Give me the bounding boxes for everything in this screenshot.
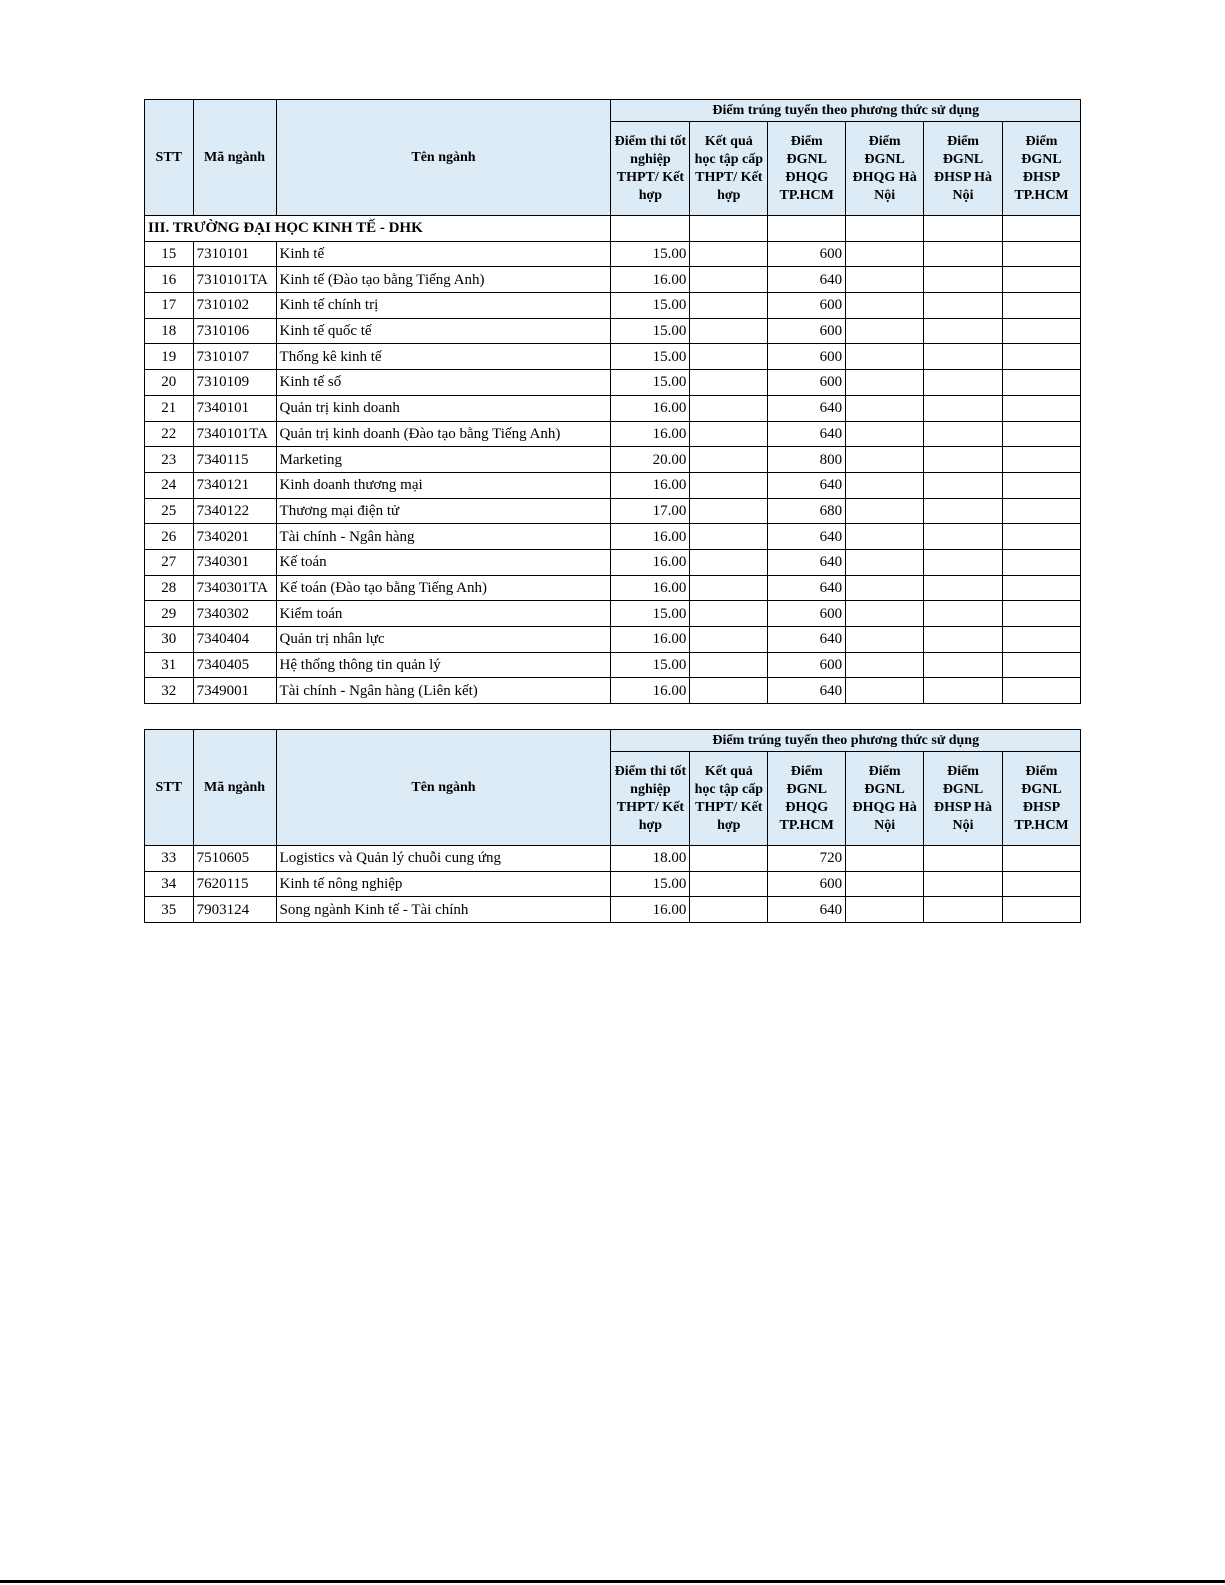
cell-dhsp-hcm xyxy=(1003,678,1081,704)
cell-thpt: 17.00 xyxy=(611,498,690,524)
cell-stt: 35 xyxy=(145,897,194,923)
admission-score-table-1 xyxy=(144,99,1081,704)
cell-ten-nganh: Quản trị nhân lực xyxy=(276,627,611,653)
cell-ma-nganh: 7340122 xyxy=(193,498,276,524)
cell-ma-nganh: 7340101 xyxy=(193,395,276,421)
cell-hoc-ba xyxy=(690,498,768,524)
cell-stt: 32 xyxy=(145,678,194,704)
table-row xyxy=(145,267,1081,293)
cell-ma-nganh: 7340115 xyxy=(193,447,276,473)
table-row xyxy=(145,447,1081,473)
cell-dhsp-hn xyxy=(924,652,1003,678)
cell-hoc-ba xyxy=(690,601,768,627)
cell-dhsp-hcm xyxy=(1003,395,1081,421)
cell-thpt: 15.00 xyxy=(611,871,690,897)
table-row xyxy=(145,241,1081,267)
cell-ten-nganh: Quản trị kinh doanh (Đào tạo bằng Tiếng Anh) xyxy=(276,421,611,447)
cell-ma-nganh: 7340405 xyxy=(193,652,276,678)
cell-stt: 17 xyxy=(145,293,194,319)
cell-stt: 31 xyxy=(145,652,194,678)
cell-dgnl-hn xyxy=(846,447,924,473)
cell-hoc-ba xyxy=(690,293,768,319)
cell-dhsp-hn xyxy=(924,549,1003,575)
cell-dhsp-hcm xyxy=(1003,421,1081,447)
cell-dhsp-hcm xyxy=(1003,601,1081,627)
cell-dhsp-hcm xyxy=(1003,627,1081,653)
cell-dhsp-hcm xyxy=(1003,846,1081,872)
cell-hoc-ba xyxy=(690,524,768,550)
cell-dgnl-hn xyxy=(846,575,924,601)
cell-ten-nganh: Marketing xyxy=(276,447,611,473)
table-row xyxy=(145,652,1081,678)
cell-thpt: 16.00 xyxy=(611,627,690,653)
cell-dgnl-hn xyxy=(846,846,924,872)
cell-dhsp-hn xyxy=(924,601,1003,627)
cell-hoc-ba xyxy=(690,871,768,897)
cell-thpt: 15.00 xyxy=(611,652,690,678)
cell-hoc-ba xyxy=(690,318,768,344)
cell-dhsp-hcm xyxy=(1003,241,1081,267)
cell-thpt: 15.00 xyxy=(611,318,690,344)
cell-dgnl-hcm: 640 xyxy=(768,472,846,498)
cell-hoc-ba xyxy=(690,344,768,370)
cell-dgnl-hcm: 640 xyxy=(768,897,846,923)
cell-dhsp-hcm xyxy=(1003,871,1081,897)
cell-ten-nganh: Kinh tế xyxy=(276,241,611,267)
cell-dhsp-hcm xyxy=(1003,897,1081,923)
cell-dgnl-hn xyxy=(846,524,924,550)
cell-hoc-ba xyxy=(690,472,768,498)
cell-dgnl-hcm: 640 xyxy=(768,575,846,601)
cell-dhsp-hn xyxy=(924,897,1003,923)
header-ten-nganh: Tên ngành xyxy=(276,100,611,216)
cell-stt: 30 xyxy=(145,627,194,653)
table-row xyxy=(145,524,1081,550)
cell-ma-nganh: 7310107 xyxy=(193,344,276,370)
table-row xyxy=(145,395,1081,421)
header-stt: STT xyxy=(145,730,194,846)
cell-dhsp-hcm xyxy=(1003,293,1081,319)
cell-stt: 29 xyxy=(145,601,194,627)
cell-dgnl-hn xyxy=(846,293,924,319)
header-ma-nganh: Mã ngành xyxy=(193,730,276,846)
cell-dhsp-hcm xyxy=(1003,344,1081,370)
header-dhsp-hcm: Điểm ĐGNL ĐHSP TP.HCM xyxy=(1003,122,1081,216)
table-row xyxy=(145,318,1081,344)
cell-dgnl-hcm: 640 xyxy=(768,421,846,447)
cell-stt: 22 xyxy=(145,421,194,447)
header-dgnl-hcm: Điểm ĐGNL ĐHQG TP.HCM xyxy=(768,752,846,846)
table-row xyxy=(145,627,1081,653)
header-dgnl-hn: Điểm ĐGNL ĐHQG Hà Nội xyxy=(846,752,924,846)
cell-ten-nganh: Kinh tế nông nghiệp xyxy=(276,871,611,897)
cell-thpt: 15.00 xyxy=(611,293,690,319)
cell-dhsp-hn xyxy=(924,370,1003,396)
cell-thpt: 15.00 xyxy=(611,370,690,396)
cell-dgnl-hcm: 600 xyxy=(768,652,846,678)
cell-ma-nganh: 7310106 xyxy=(193,318,276,344)
cell-dhsp-hcm xyxy=(1003,498,1081,524)
cell-ten-nganh: Kinh doanh thương mại xyxy=(276,472,611,498)
table-row xyxy=(145,871,1081,897)
cell-dhsp-hn xyxy=(924,267,1003,293)
cell-thpt: 18.00 xyxy=(611,846,690,872)
cell-ma-nganh: 7340301 xyxy=(193,549,276,575)
cell-dhsp-hn xyxy=(924,293,1003,319)
header-dhsp-hn: Điểm ĐGNL ĐHSP Hà Nội xyxy=(924,752,1003,846)
cell-dhsp-hn xyxy=(924,472,1003,498)
cell-dgnl-hn xyxy=(846,344,924,370)
cell-dgnl-hn xyxy=(846,421,924,447)
table-row xyxy=(145,601,1081,627)
cell-ma-nganh: 7510605 xyxy=(193,846,276,872)
cell-thpt: 15.00 xyxy=(611,601,690,627)
cell-dgnl-hcm: 600 xyxy=(768,871,846,897)
cell-dgnl-hcm: 600 xyxy=(768,241,846,267)
page-bottom-rule xyxy=(0,1580,1225,1583)
cell-ten-nganh: Song ngành Kinh tế - Tài chính xyxy=(276,897,611,923)
cell-stt: 25 xyxy=(145,498,194,524)
cell-dhsp-hn xyxy=(924,871,1003,897)
cell-dgnl-hn xyxy=(846,652,924,678)
cell-ten-nganh: Logistics và Quản lý chuỗi cung ứng xyxy=(276,846,611,872)
cell-thpt: 16.00 xyxy=(611,897,690,923)
header-score-group: Điểm trúng tuyển theo phương thức sử dụng xyxy=(611,730,1081,752)
cell-hoc-ba xyxy=(690,370,768,396)
cell-ma-nganh: 7340404 xyxy=(193,627,276,653)
admission-score-table-2 xyxy=(144,729,1081,923)
table-row xyxy=(145,344,1081,370)
cell-stt: 24 xyxy=(145,472,194,498)
cell-dhsp-hcm xyxy=(1003,652,1081,678)
cell-dgnl-hn xyxy=(846,395,924,421)
cell-thpt: 16.00 xyxy=(611,421,690,447)
cell-hoc-ba xyxy=(690,395,768,421)
table-row xyxy=(145,897,1081,923)
table-row xyxy=(145,421,1081,447)
cell-ten-nganh: Quản trị kinh doanh xyxy=(276,395,611,421)
header-thpt: Điểm thi tốt nghiệp THPT/ Kết hợp xyxy=(611,752,690,846)
cell-stt: 18 xyxy=(145,318,194,344)
cell-dgnl-hcm: 640 xyxy=(768,395,846,421)
cell-ten-nganh: Kế toán (Đào tạo bằng Tiếng Anh) xyxy=(276,575,611,601)
table-row xyxy=(145,846,1081,872)
cell-dhsp-hcm xyxy=(1003,575,1081,601)
cell-hoc-ba xyxy=(690,897,768,923)
cell-dgnl-hcm: 640 xyxy=(768,267,846,293)
cell-ma-nganh: 7310101TA xyxy=(193,267,276,293)
cell-dgnl-hn xyxy=(846,627,924,653)
cell-dhsp-hn xyxy=(924,846,1003,872)
header-dhsp-hn: Điểm ĐGNL ĐHSP Hà Nội xyxy=(924,122,1003,216)
cell-dhsp-hn xyxy=(924,318,1003,344)
cell-dgnl-hcm: 720 xyxy=(768,846,846,872)
cell-dhsp-hn xyxy=(924,421,1003,447)
cell-dgnl-hcm: 600 xyxy=(768,601,846,627)
header-ma-nganh: Mã ngành xyxy=(193,100,276,216)
header-dhsp-hcm: Điểm ĐGNL ĐHSP TP.HCM xyxy=(1003,752,1081,846)
cell-hoc-ba xyxy=(690,678,768,704)
cell-ma-nganh: 7310101 xyxy=(193,241,276,267)
cell-ten-nganh: Kinh tế số xyxy=(276,370,611,396)
cell-thpt: 20.00 xyxy=(611,447,690,473)
cell-dhsp-hcm xyxy=(1003,549,1081,575)
cell-stt: 15 xyxy=(145,241,194,267)
cell-ma-nganh: 7349001 xyxy=(193,678,276,704)
cell-stt: 26 xyxy=(145,524,194,550)
cell-dhsp-hn xyxy=(924,344,1003,370)
cell-dgnl-hn xyxy=(846,678,924,704)
table-row xyxy=(145,498,1081,524)
cell-hoc-ba xyxy=(690,241,768,267)
cell-ma-nganh: 7340101TA xyxy=(193,421,276,447)
cell-dhsp-hcm xyxy=(1003,524,1081,550)
cell-ma-nganh: 7310109 xyxy=(193,370,276,396)
cell-hoc-ba xyxy=(690,652,768,678)
cell-ten-nganh: Kiểm toán xyxy=(276,601,611,627)
cell-dhsp-hcm xyxy=(1003,267,1081,293)
cell-thpt: 15.00 xyxy=(611,344,690,370)
header-ten-nganh: Tên ngành xyxy=(276,730,611,846)
cell-dgnl-hn xyxy=(846,370,924,396)
cell-ma-nganh: 7310102 xyxy=(193,293,276,319)
cell-thpt: 16.00 xyxy=(611,575,690,601)
cell-dgnl-hcm: 600 xyxy=(768,318,846,344)
cell-ten-nganh: Thống kê kinh tế xyxy=(276,344,611,370)
cell-dgnl-hn xyxy=(846,601,924,627)
cell-dhsp-hn xyxy=(924,395,1003,421)
cell-hoc-ba xyxy=(690,447,768,473)
cell-dgnl-hn xyxy=(846,498,924,524)
header-thpt: Điểm thi tốt nghiệp THPT/ Kết hợp xyxy=(611,122,690,216)
cell-ten-nganh: Thương mại điện tử xyxy=(276,498,611,524)
cell-stt: 33 xyxy=(145,846,194,872)
cell-dhsp-hcm xyxy=(1003,370,1081,396)
cell-thpt: 16.00 xyxy=(611,678,690,704)
cell-dhsp-hcm xyxy=(1003,472,1081,498)
cell-dhsp-hn xyxy=(924,498,1003,524)
cell-thpt: 16.00 xyxy=(611,267,690,293)
header-dgnl-hcm: Điểm ĐGNL ĐHQG TP.HCM xyxy=(768,122,846,216)
cell-ten-nganh: Tài chính - Ngân hàng xyxy=(276,524,611,550)
cell-dgnl-hn xyxy=(846,318,924,344)
header-score-group: Điểm trúng tuyển theo phương thức sử dụng xyxy=(611,100,1081,122)
cell-thpt: 16.00 xyxy=(611,524,690,550)
cell-ma-nganh: 7340121 xyxy=(193,472,276,498)
header-stt: STT xyxy=(145,100,194,216)
cell-stt: 19 xyxy=(145,344,194,370)
cell-ma-nganh: 7620115 xyxy=(193,871,276,897)
cell-dgnl-hn xyxy=(846,871,924,897)
cell-dhsp-hcm xyxy=(1003,318,1081,344)
cell-stt: 16 xyxy=(145,267,194,293)
cell-dhsp-hn xyxy=(924,447,1003,473)
cell-stt: 20 xyxy=(145,370,194,396)
cell-dgnl-hn xyxy=(846,897,924,923)
cell-thpt: 16.00 xyxy=(611,395,690,421)
cell-dhsp-hn xyxy=(924,241,1003,267)
cell-ten-nganh: Hệ thống thông tin quản lý xyxy=(276,652,611,678)
cell-thpt: 16.00 xyxy=(611,472,690,498)
section-title: III. TRƯỜNG ĐẠI HỌC KINH TẾ - DHK xyxy=(145,216,611,242)
cell-dgnl-hn xyxy=(846,549,924,575)
cell-dhsp-hcm xyxy=(1003,447,1081,473)
cell-ten-nganh: Kinh tế quốc tế xyxy=(276,318,611,344)
table-row xyxy=(145,549,1081,575)
cell-dgnl-hcm: 640 xyxy=(768,678,846,704)
cell-hoc-ba xyxy=(690,627,768,653)
cell-dgnl-hcm: 640 xyxy=(768,627,846,653)
cell-dgnl-hn xyxy=(846,472,924,498)
header-hoc-ba: Kết quả học tập cấp THPT/ Kết hợp xyxy=(690,752,768,846)
cell-dgnl-hcm: 680 xyxy=(768,498,846,524)
table-row xyxy=(145,472,1081,498)
cell-stt: 27 xyxy=(145,549,194,575)
cell-dgnl-hcm: 600 xyxy=(768,293,846,319)
cell-ten-nganh: Tài chính - Ngân hàng (Liên kết) xyxy=(276,678,611,704)
cell-dhsp-hn xyxy=(924,678,1003,704)
cell-hoc-ba xyxy=(690,421,768,447)
cell-hoc-ba xyxy=(690,267,768,293)
cell-ten-nganh: Kinh tế (Đào tạo bằng Tiếng Anh) xyxy=(276,267,611,293)
cell-dgnl-hn xyxy=(846,241,924,267)
cell-stt: 28 xyxy=(145,575,194,601)
table-row xyxy=(145,678,1081,704)
cell-dgnl-hcm: 640 xyxy=(768,549,846,575)
cell-stt: 23 xyxy=(145,447,194,473)
cell-ma-nganh: 7340201 xyxy=(193,524,276,550)
section-row xyxy=(145,216,1081,242)
cell-dgnl-hcm: 800 xyxy=(768,447,846,473)
cell-stt: 34 xyxy=(145,871,194,897)
cell-hoc-ba xyxy=(690,846,768,872)
table-row xyxy=(145,370,1081,396)
cell-ma-nganh: 7903124 xyxy=(193,897,276,923)
cell-dgnl-hn xyxy=(846,267,924,293)
cell-hoc-ba xyxy=(690,549,768,575)
cell-ma-nganh: 7340301TA xyxy=(193,575,276,601)
cell-dgnl-hcm: 600 xyxy=(768,370,846,396)
cell-dgnl-hcm: 600 xyxy=(768,344,846,370)
cell-thpt: 15.00 xyxy=(611,241,690,267)
cell-ma-nganh: 7340302 xyxy=(193,601,276,627)
header-hoc-ba: Kết quả học tập cấp THPT/ Kết hợp xyxy=(690,122,768,216)
cell-thpt: 16.00 xyxy=(611,549,690,575)
cell-stt: 21 xyxy=(145,395,194,421)
header-dgnl-hn: Điểm ĐGNL ĐHQG Hà Nội xyxy=(846,122,924,216)
cell-hoc-ba xyxy=(690,575,768,601)
table-row xyxy=(145,575,1081,601)
cell-ten-nganh: Kế toán xyxy=(276,549,611,575)
cell-dhsp-hn xyxy=(924,627,1003,653)
cell-ten-nganh: Kinh tế chính trị xyxy=(276,293,611,319)
cell-dhsp-hn xyxy=(924,524,1003,550)
table-row xyxy=(145,293,1081,319)
cell-dhsp-hn xyxy=(924,575,1003,601)
cell-dgnl-hcm: 640 xyxy=(768,524,846,550)
